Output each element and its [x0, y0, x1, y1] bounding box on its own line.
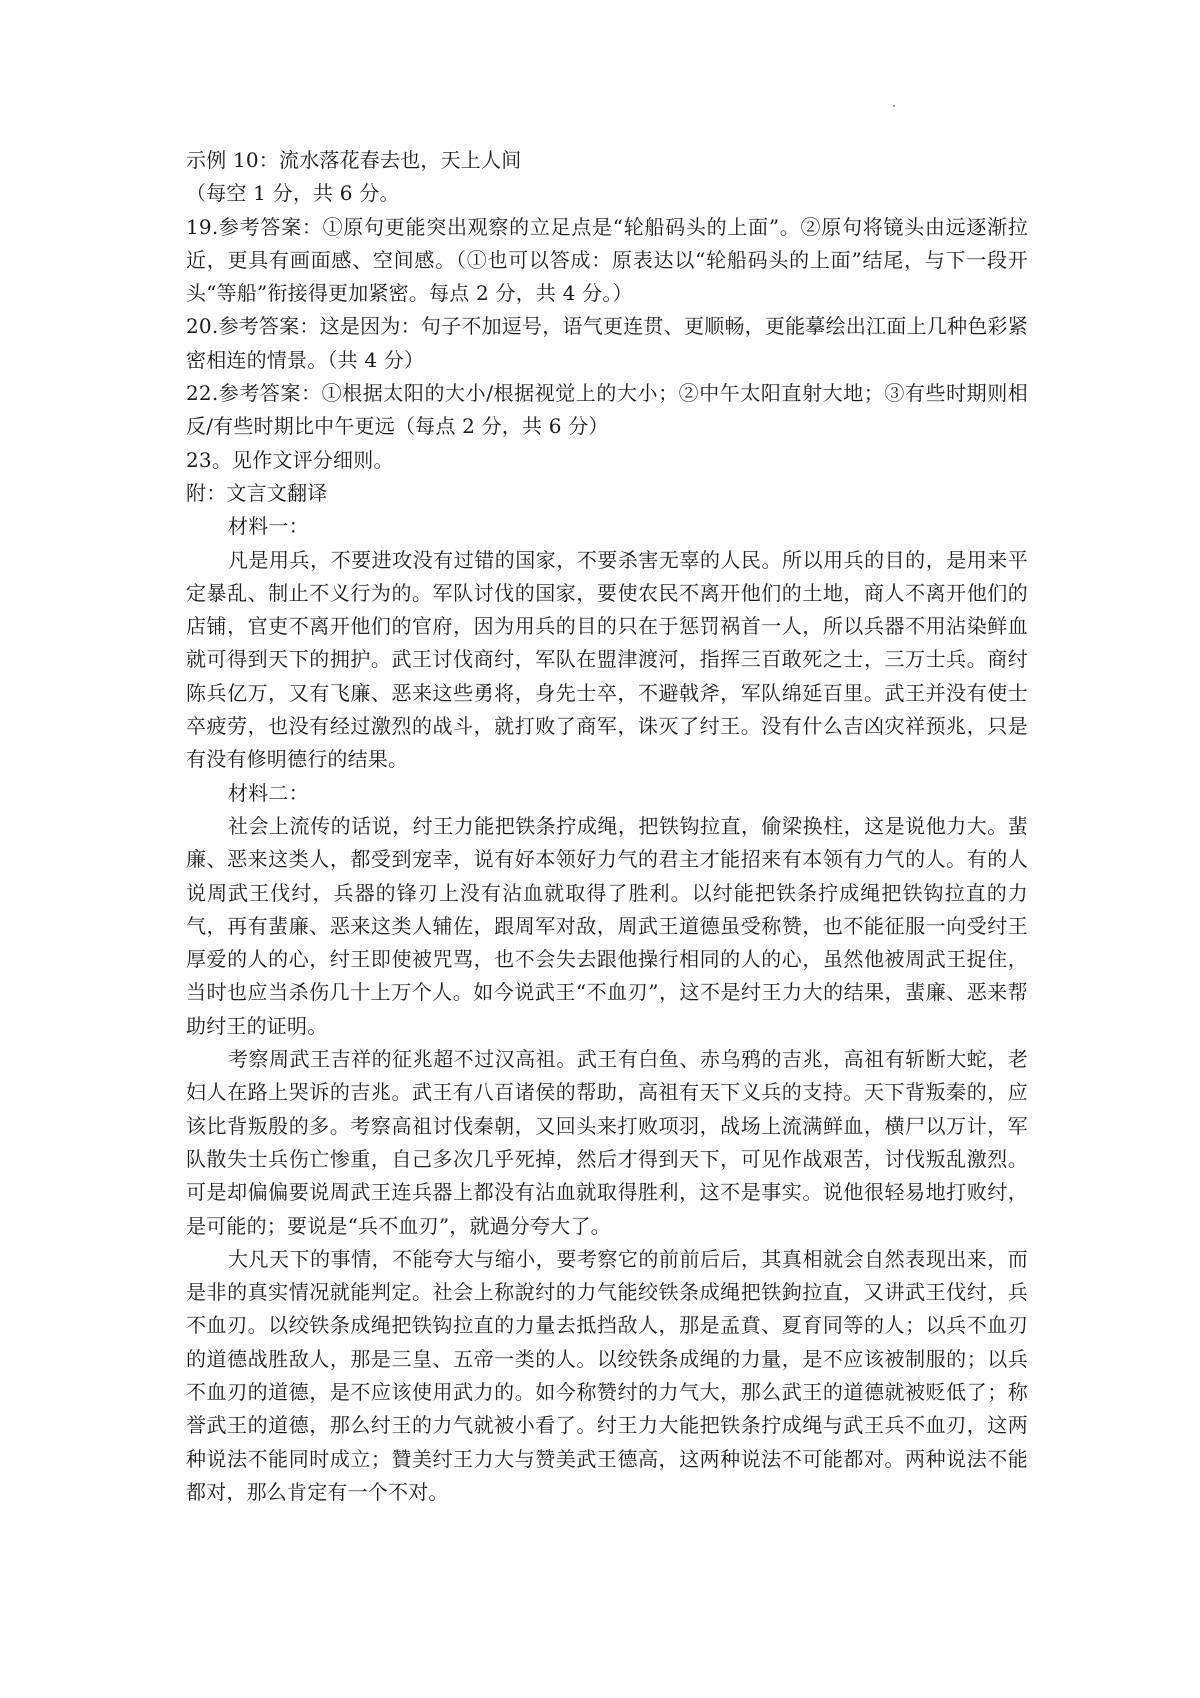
score-note-line: （每空 1 分，共 6 分。: [186, 181, 400, 206]
answer-23: 23。见作文评分细则。: [186, 447, 394, 472]
scan-speck: [893, 105, 895, 107]
material-2-heading: 材料二：: [228, 780, 309, 805]
material-2-paragraph: 考察周武王吉祥的征兆超不过汉高祖。武王有白鱼、赤乌鸦的吉兆，高祖有斩断大蛇，老妇人在路上哭诉的吉兆。武王有八百诸侯的帮助，高祖有天下义兵的支持。天下背叛秦的，应该比背叛殷的多。考察高祖讨伐秦朝，又回头来打败项羽，战场上流满鲜血，横尸以万计，军队散失士兵伤亡惨重，自己多次几乎死掉，然后才得到天下，可见作战艰苦，讨伐叛乱激烈。可是却偏偏要说周武王连兵器上都没有沾血就取得胜利，这不是事实。说他很轻易地打败纣，是可能的；要说是“兵不血刃”，就過分夸大了。: [186, 1047, 1028, 1238]
answer-20: 20.参考答案：这是因为：句子不加逗号，语气更连贯、更顺畅，更能摹绘出江面上几种色彩紧密相连的情景。（共 4 分）: [186, 314, 1028, 372]
material-1-heading: 材料一：: [228, 514, 309, 539]
material-1-paragraph: 凡是用兵，不要进攻没有过错的国家，不要杀害无辜的人民。所以用兵的目的，是用来平定暴乱、制止不义行为的。军队讨伐的国家，要使农民不离开他们的土地，商人不离开他们的店铺，官吏不离开他们的官府，因为用兵的目的只在于惩罚祸首一人，所以兵器不用沾染鲜血就可得到天下的拥护。武王讨伐商纣，军队在盟津渡河，指挥三百敢死之士，三万士兵。商纣陈兵亿万，又有飞廉、恶来这些勇将，身先士卒，不避戟斧，军队绵延百里。武王并没有使士卒疲劳，也没有经过激烈的战斗，就打败了商军，诛灭了纣王。没有什么吉凶灾祥预兆，只是有没有修明德行的结果。: [186, 547, 1028, 772]
answer-22: 22.参考答案：①根据太阳的大小/根据视觉上的大小；②中午太阳直射大地；③有些时期则相反/有些时期比中午更远（每点 2 分，共 6 分）: [186, 381, 1028, 439]
document-page: [186, 144, 1028, 1509]
example-10-line: 示例 10：流水落花春去也，天上人间: [186, 148, 522, 172]
material-2-paragraph: 社会上流传的话说，纣王力能把铁条拧成绳，把铁钩拉直，偷梁换柱，这是说他力大。蜚廉、恶来这类人，都受到宠幸，说有好本领好力气的君主才能招来有本领有力气的人。有的人说周武王伐纣，兵器的锋刃上没有沾血就取得了胜利。以纣能把铁条拧成绳把铁钩拉直的力气，再有蜚廉、恶来这类人辅佐，跟周军对敌，周武王道德虽受称赞，也不能征服一向受纣王厚爱的人的心，纣王即使被咒骂，也不会失去跟他操行相同的人的心，虽然他被周武王捉住，当时也应当杀伤几十上万个人。如今说武王“不血刃”，这不是纣王力大的结果，蜚廉、恶来帮助纣王的证明。: [186, 813, 1028, 1038]
material-2-paragraph: 大凡天下的事情，不能夸大与缩小，要考察它的前前后后，其真相就会自然表现出来，而是非的真实情况就能判定。社会上称說纣的力气能绞铁条成绳把铁鉤拉直，又讲武王伐纣，兵不血刃。以绞铁条成绳把铁钩拉直的力量去抵挡敌人，那是孟賁、夏育同等的人；以兵不血刃的道德战胜敌人，那是三皇、五帝一类的人。以绞铁条成绳的力量，是不应该被制服的；以兵不血刃的道德，是不应该使用武力的。如今称赞纣的力气大，那么武王的道德就被贬低了；称誉武王的道德，那么纣王的力气就被小看了。纣王力大能把铁条拧成绳与武王兵不血刃，这两种说法不能同时成立；贊美纣王力大与赞美武王德高，这两种说法不可能都对。两种说法不能都对，那么肯定有一个不对。: [186, 1246, 1028, 1504]
appendix-heading: 附：文言文翻译: [186, 480, 328, 505]
answer-19: 19.参考答案：①原句更能突出观察的立足点是“轮船码头的上面”。②原句将镜头由远逐渐拉近，更具有画面感、空间感。（①也可以答成：原表达以“轮船码头的上面”结尾，与下一段开头“等船”衔接得更加紧密。每点 2 分，共 4 分。）: [186, 214, 1028, 306]
